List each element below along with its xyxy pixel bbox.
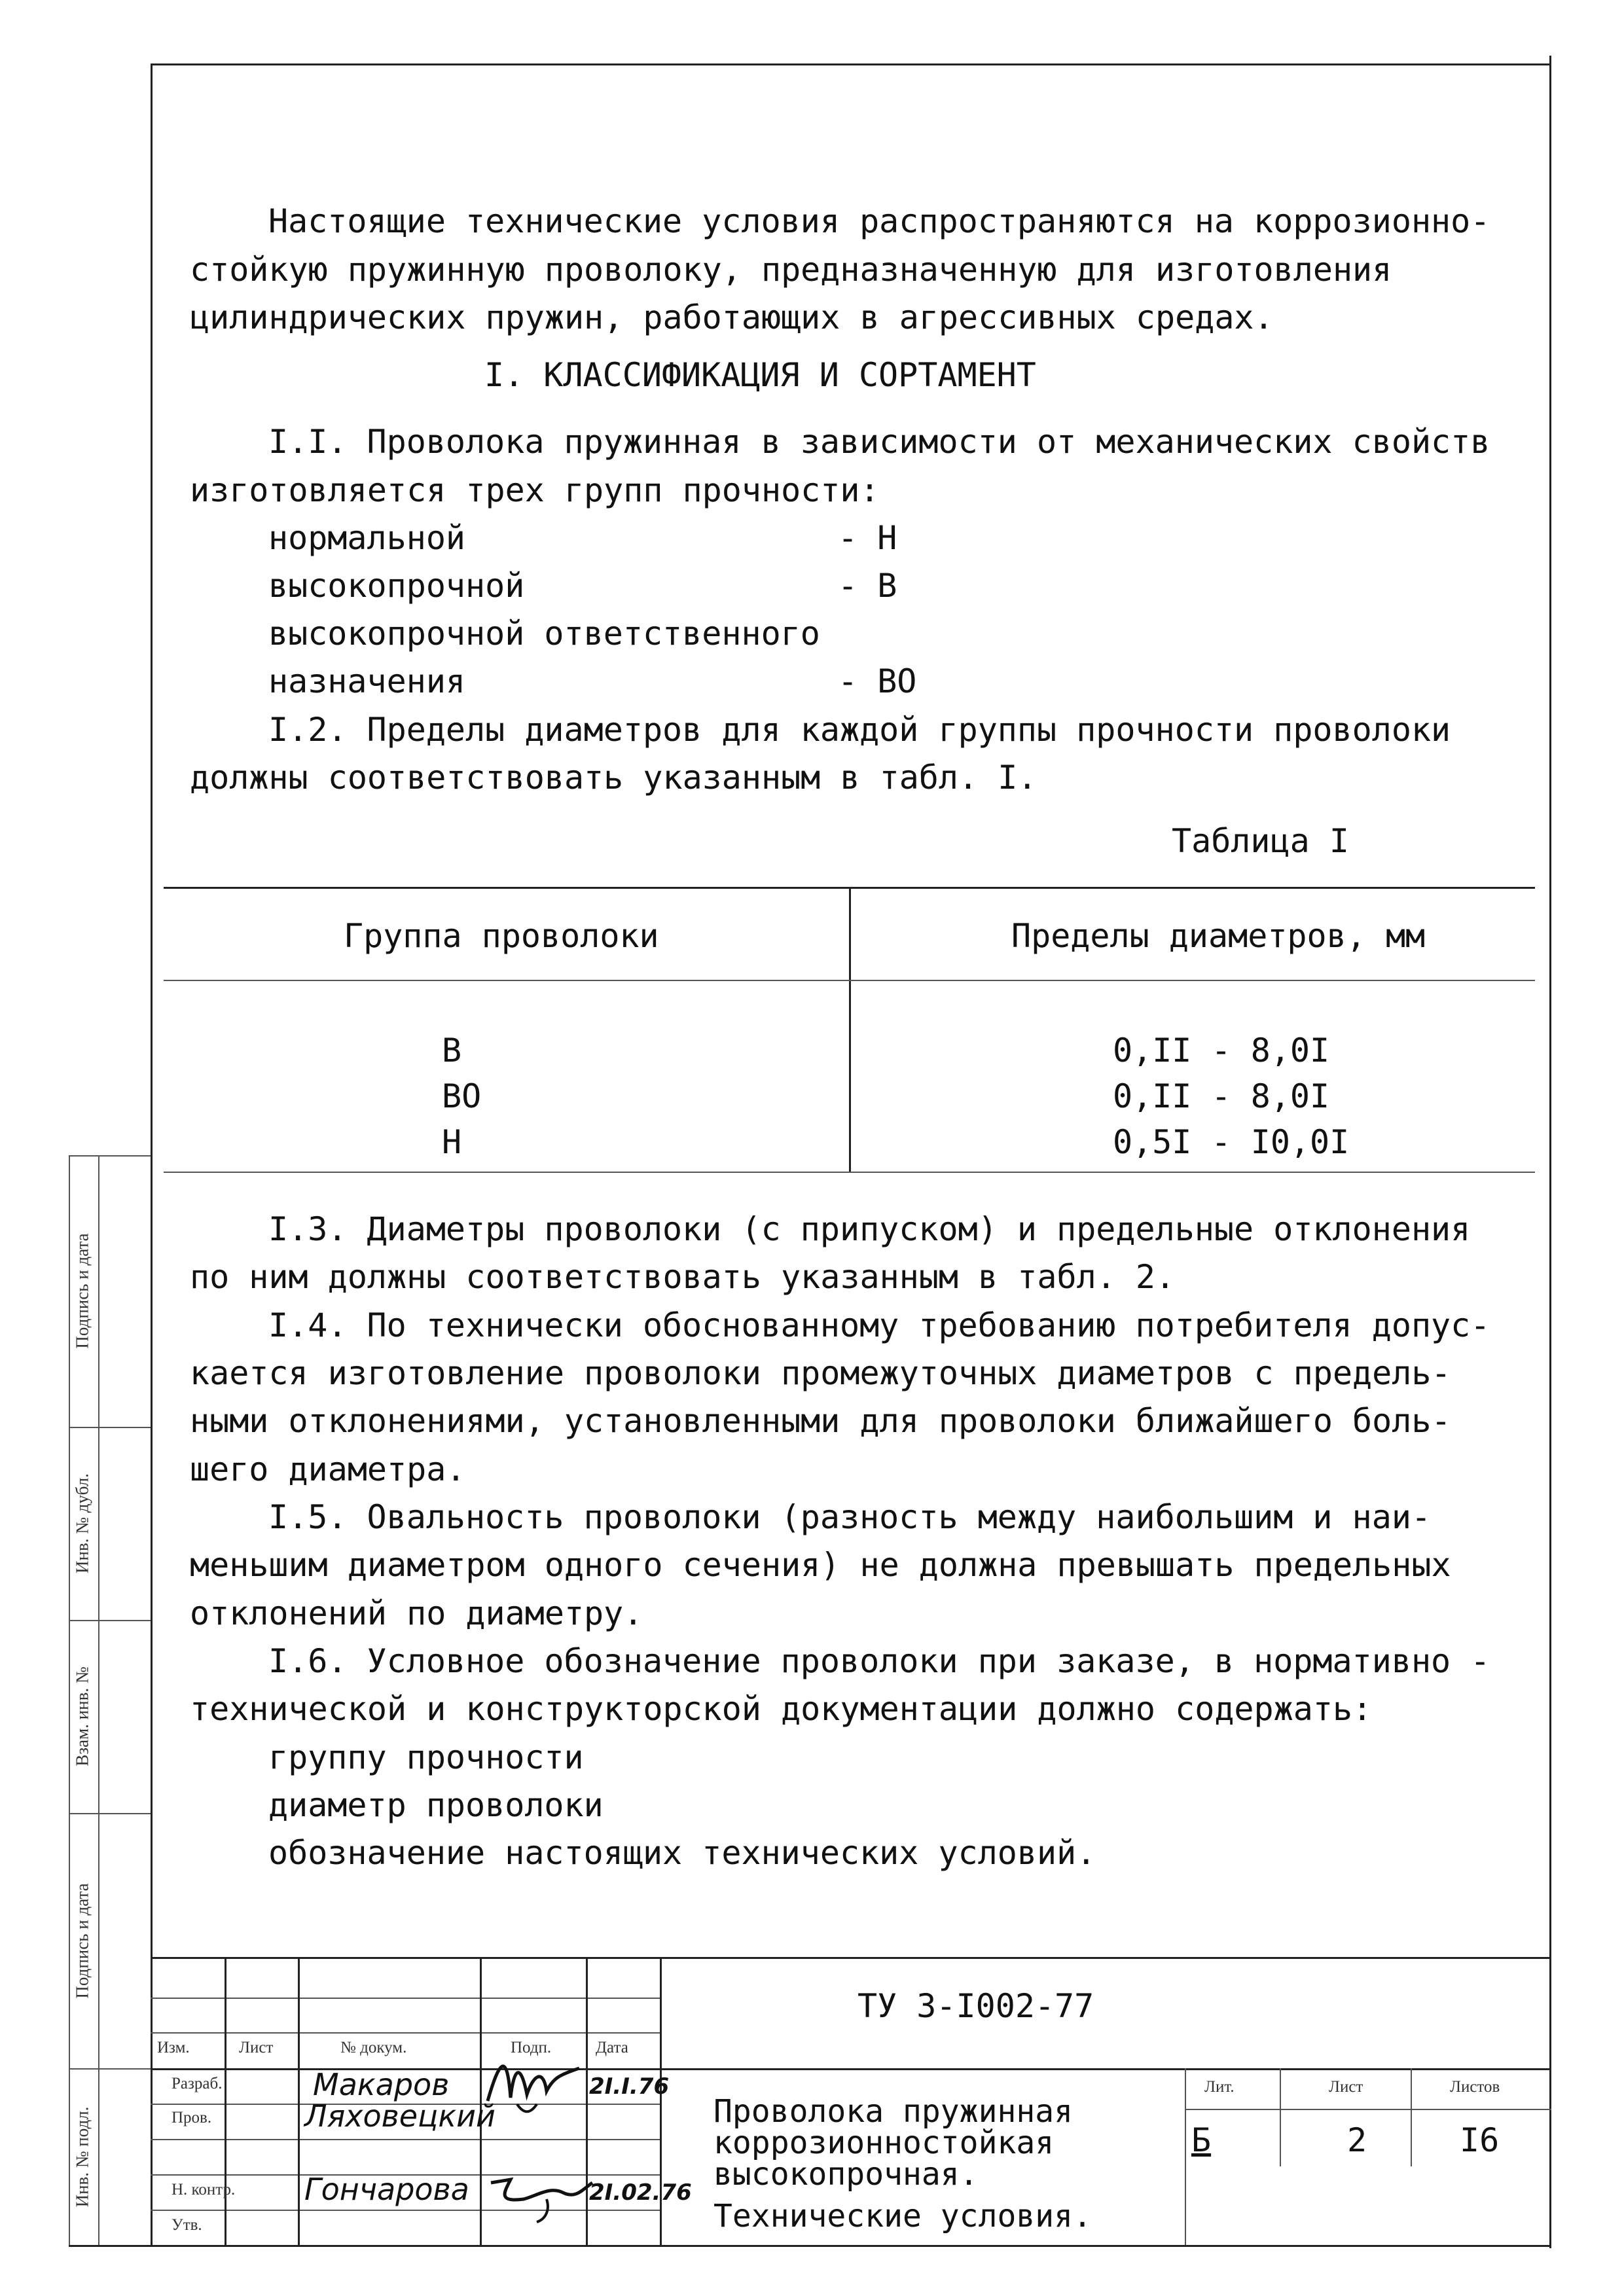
doc-title-line-1: Проволока пружинная bbox=[713, 2093, 1074, 2130]
date-developer: 2I.I.76 bbox=[589, 2073, 670, 2100]
side-label-orig-inv: Инв. № подл. bbox=[72, 2106, 92, 2208]
name-norm-control: Гончарова bbox=[304, 2172, 469, 2207]
side-stamp-div-1 bbox=[69, 1427, 151, 1428]
p11-line-1: I.I. Проволока пружинная в зависимости от механических свойств bbox=[268, 423, 1490, 461]
signature-developer-icon bbox=[481, 2042, 586, 2121]
table-row-2-range: 0,II - 8,0I bbox=[1113, 1077, 1330, 1115]
col-header-sign: Подп. bbox=[511, 2039, 552, 2056]
table-bottom-line bbox=[164, 1172, 1535, 1173]
side-stamp-div-2 bbox=[69, 1620, 151, 1621]
table-row-1-group: В bbox=[442, 1031, 462, 1069]
p14-line-2: кается изготовление проволоки промежуточных диаметров с предель- bbox=[190, 1354, 1451, 1392]
title-block-lit-col-1 bbox=[1280, 2068, 1281, 2166]
title-block-row-line-2 bbox=[151, 2032, 661, 2034]
sheets-value: I6 bbox=[1460, 2121, 1500, 2159]
side-stamp-left-line bbox=[69, 1155, 70, 2245]
p16-item-1: группу прочности bbox=[268, 1738, 584, 1776]
table-caption: Таблица I bbox=[1172, 822, 1349, 860]
group-name-high-resp: высокопрочной ответственного bbox=[268, 615, 820, 653]
p16-item-3: обозначение настоящих технических условий. bbox=[268, 1834, 1096, 1872]
p13-line-2: по ним должны соответствовать указанным в табл. 2. bbox=[190, 1258, 1176, 1296]
table-divider bbox=[849, 887, 851, 1172]
date-norm-control: 2I.02.76 bbox=[589, 2179, 692, 2206]
side-stamp-mid-line bbox=[98, 1155, 99, 2245]
title-block-row-line-4 bbox=[151, 2139, 661, 2140]
p12-line-1: I.2. Пределы диаметров для каждой группы прочности проволоки bbox=[268, 711, 1451, 749]
side-stamp-div-4 bbox=[69, 2068, 151, 2070]
p14-line-4: шего диаметра. bbox=[190, 1450, 466, 1488]
doc-title-line-2: коррозионностойкая bbox=[713, 2125, 1055, 2161]
frame-top-line bbox=[151, 63, 1551, 65]
col-header-doc: № докум. bbox=[340, 2039, 407, 2056]
name-checker: Ляховецкий bbox=[304, 2098, 496, 2134]
title-block-top-line bbox=[151, 1957, 1551, 1959]
col-header-date: Дата bbox=[596, 2039, 628, 2056]
p11-line-2: изготовляется трех групп прочности: bbox=[190, 471, 880, 509]
p14-line-3: ными отклонениями, установленными для проволоки ближайшего боль- bbox=[190, 1402, 1451, 1440]
table-row-1-range: 0,II - 8,0I bbox=[1113, 1031, 1330, 1069]
doc-code: ТУ 3-I002-77 bbox=[857, 1987, 1094, 2025]
side-label-signature-1: Подпись и дата bbox=[72, 1233, 92, 1349]
lit-value: Б bbox=[1191, 2121, 1212, 2159]
side-label-signature-2: Подпись и дата bbox=[72, 1883, 92, 1999]
group-code-normal: - Н bbox=[838, 519, 897, 557]
group-name-purpose: назначения bbox=[268, 662, 466, 700]
sheet-value: 2 bbox=[1347, 2121, 1367, 2159]
p16-line-1: I.6. Условное обозначение проволоки при заказе, в нормативно - bbox=[268, 1642, 1490, 1680]
role-norm-control: Н. контр. bbox=[171, 2181, 236, 2198]
group-name-high: высокопрочной bbox=[268, 567, 525, 605]
signature-norm-control-icon bbox=[484, 2153, 596, 2225]
table-row-2-group: ВО bbox=[442, 1077, 482, 1115]
p13-line-1: I.3. Диаметры проволоки (с припуском) и предельные отклонения bbox=[268, 1210, 1471, 1248]
frame-right-line bbox=[1549, 56, 1551, 2248]
p16-line-2: технической и конструкторской документации должно содержать: bbox=[190, 1690, 1373, 1728]
p15-line-1: I.5. Овальность проволоки (разность между наибольшим и наи- bbox=[268, 1498, 1432, 1536]
p12-line-2: должны соответствовать указанным в табл. I. bbox=[190, 759, 1038, 797]
doc-title-line-4: Технические условия. bbox=[713, 2198, 1092, 2234]
side-stamp-top-line bbox=[69, 1155, 151, 1157]
sheets-label: Листов bbox=[1450, 2078, 1500, 2096]
table-row-3-range: 0,5I - I0,0I bbox=[1113, 1123, 1350, 1161]
role-checker: Пров. bbox=[171, 2109, 212, 2126]
group-name-normal: нормальной bbox=[268, 519, 466, 557]
col-header-change: Изм. bbox=[157, 2039, 190, 2056]
p14-line-1: I.4. По технически обоснованному требованию потребителя допус- bbox=[268, 1306, 1490, 1344]
title-block-lit-left bbox=[1185, 2068, 1186, 2245]
p16-item-2: диаметр проволоки bbox=[268, 1786, 604, 1824]
table-row-3-group: Н bbox=[442, 1123, 462, 1161]
intro-line-1: Настоящие технические условия распространяются на коррозионно- bbox=[268, 202, 1490, 240]
side-stamp-div-3 bbox=[69, 1813, 151, 1814]
name-developer: Макаров bbox=[313, 2067, 450, 2102]
doc-title-line-3: высокопрочная. bbox=[713, 2156, 979, 2193]
frame-bottom-line bbox=[69, 2245, 1551, 2247]
role-developer: Разраб. bbox=[171, 2075, 223, 2092]
title-block-lit-row bbox=[1185, 2109, 1551, 2110]
intro-line-2: стойкую пружинную проволоку, предназначенную для изготовления bbox=[190, 251, 1392, 289]
p15-line-3: отклонений по диаметру. bbox=[190, 1594, 643, 1632]
frame-left-line bbox=[151, 63, 153, 2246]
title-block-col-2 bbox=[298, 1957, 300, 2245]
sheet-label: Лист bbox=[1329, 2078, 1363, 2096]
group-code-purpose: - ВО bbox=[838, 662, 917, 700]
side-label-replace-inv: Взам. инв. № bbox=[72, 1666, 92, 1767]
intro-line-3: цилиндрических пружин, работающих в агрессивных средах. bbox=[190, 298, 1274, 336]
title-block-row-line-1 bbox=[151, 1998, 661, 1999]
col-header-sheet: Лист bbox=[239, 2039, 274, 2056]
group-code-high: - В bbox=[838, 567, 897, 605]
table-header-range: Пределы диаметров, мм bbox=[1011, 917, 1426, 955]
p15-line-2: меньшим диаметром одного сечения) не должна превышать предельных bbox=[190, 1546, 1451, 1584]
table-header-group: Группа проволоки bbox=[344, 917, 659, 955]
table-header-line bbox=[164, 980, 1535, 981]
section-title: I. КЛАССИФИКАЦИЯ И СОРТАМЕНТ bbox=[484, 356, 1036, 394]
title-block-col-1 bbox=[225, 1957, 226, 2245]
lit-label: Лит. bbox=[1204, 2078, 1235, 2096]
title-block-lit-col-2 bbox=[1411, 2068, 1412, 2166]
side-label-dup-inv: Инв. № дубл. bbox=[72, 1473, 92, 1573]
role-approved: Утв. bbox=[171, 2216, 202, 2234]
